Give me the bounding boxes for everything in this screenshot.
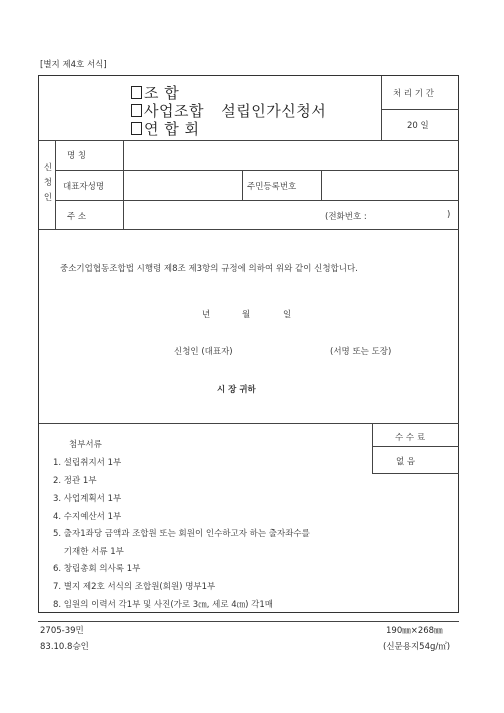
signature-label: (서명 또는 도장) <box>330 347 392 357</box>
applicant-representative-label: 신청인 (대표자) <box>174 347 233 357</box>
title-main: 설립인가신청서 <box>221 102 327 120</box>
address-label: 주 소 <box>67 212 87 222</box>
paper-size: 190㎜×268㎜ <box>386 626 443 636</box>
name-label: 명 칭 <box>67 151 87 161</box>
date-day: 일 <box>283 310 292 320</box>
title-option-business-union: 사업조합 설립인가신청서 <box>131 100 326 121</box>
checkbox-union[interactable] <box>131 86 142 99</box>
representative-name-field[interactable] <box>124 171 241 199</box>
attachment-item: 4. 수지예산서 1부 <box>53 512 122 522</box>
processing-period-value: 20 일 <box>407 121 429 131</box>
attachment-item: 2. 정관 1부 <box>53 476 97 486</box>
phone-close: ) <box>447 210 451 220</box>
attachment-item: 8. 임원의 이력서 각1부 및 사진(가로 3㎝, 세로 4㎝) 각1매 <box>53 600 273 610</box>
title-option-union: 조 합 <box>131 82 179 103</box>
addressee: 시 장 귀하 <box>217 385 256 395</box>
processing-period-label: 처 리 기 간 <box>393 89 434 99</box>
phone-label: (전화번호 : <box>325 212 367 222</box>
form-number-label: [별지 제4호 서식] <box>40 60 107 70</box>
date-month: 월 <box>242 310 251 320</box>
checkbox-business-union[interactable] <box>131 104 142 117</box>
representative-name-label: 대표자성명 <box>63 182 105 192</box>
checkbox-federation[interactable] <box>131 122 142 135</box>
application-statement: 중소기업협동조합법 시행령 제8조 제3항의 규정에 의하여 위와 같이 신청합니다. <box>60 264 358 274</box>
attachment-item: 1. 설립취지서 1부 <box>53 458 122 468</box>
attachment-item: 6. 창립총회 의사록 1부 <box>53 564 141 574</box>
fee-value: 없 음 <box>396 457 416 467</box>
name-field[interactable] <box>124 141 458 169</box>
attachment-item: 5. 출자1좌당 금액과 조합원 또는 회원이 인수하고자 하는 출자좌수를 <box>53 529 310 539</box>
address-field[interactable] <box>124 201 458 228</box>
attachments-header: 첨부서류 <box>69 440 102 450</box>
application-form <box>38 75 459 613</box>
attachment-item: 7. 별지 제2호 서식의 조합원(회원) 명부1부 <box>53 582 216 592</box>
date-year: 년 <box>202 310 211 320</box>
resident-number-field[interactable] <box>322 171 458 199</box>
fee-label: 수 수 료 <box>395 433 426 443</box>
resident-number-label: 주민등록번호 <box>247 182 297 192</box>
approval-date: 83.10.8승인 <box>40 642 89 652</box>
attachment-item: 3. 사업계획서 1부 <box>53 494 122 504</box>
attachment-item: 기재한 서류 1부 <box>53 547 124 557</box>
applicant-section-label: 신 청 인 <box>43 163 53 203</box>
title-option-federation: 연 합 회 <box>131 118 200 139</box>
form-code: 2705-39민 <box>40 626 84 636</box>
paper-type: (신문용지54g/㎡) <box>383 642 451 652</box>
